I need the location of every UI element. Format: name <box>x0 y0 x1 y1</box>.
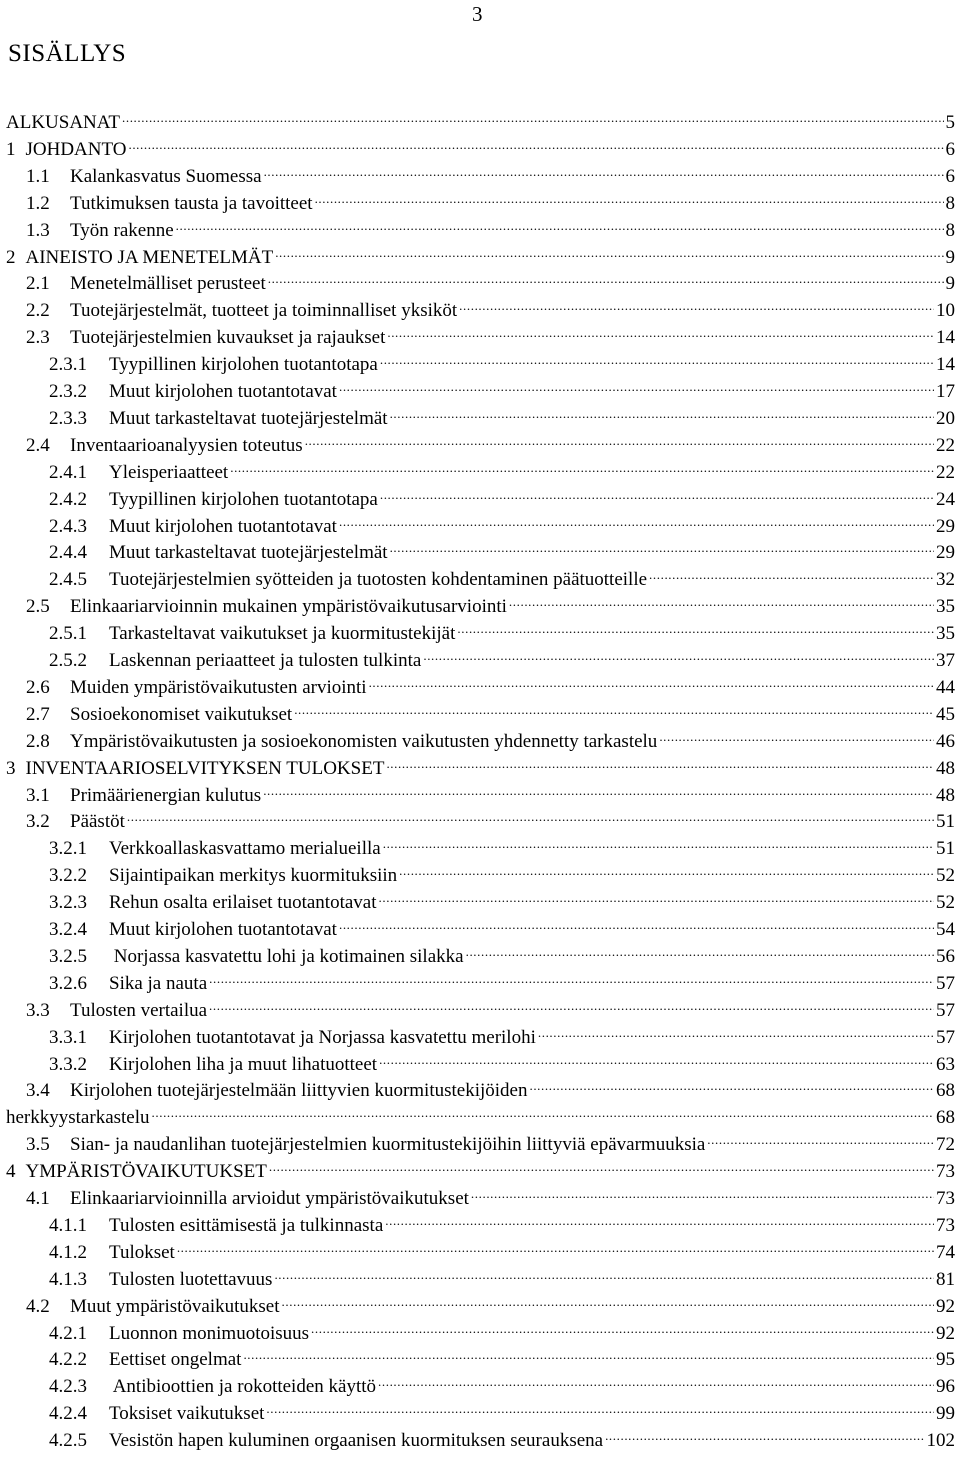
toc-entry[interactable] <box>26 425 955 456</box>
toc-entry-label: Eettiset ongelmat <box>109 1349 242 1371</box>
toc-entry-number: 4.2.5 <box>49 1430 87 1452</box>
dot-leader <box>387 317 934 343</box>
toc-entry-label: Sijaintipaikan merkitys kuormituksiin <box>109 865 398 887</box>
toc-entry-number: 3.2.3 <box>49 892 87 914</box>
toc-entry-number: 3.4 <box>26 1080 50 1102</box>
toc-entry-number: 4.2.2 <box>49 1349 87 1371</box>
dot-leader <box>339 506 934 532</box>
toc-entry-page: 57 <box>936 999 955 1021</box>
dot-leader <box>128 129 943 155</box>
dot-leader <box>315 183 944 209</box>
toc-entry-label: Tulosten luotettavuus <box>109 1268 273 1290</box>
toc-entry-number: herkkyystarkastelu <box>6 1107 150 1129</box>
toc-entry-page: 44 <box>936 676 955 698</box>
toc-entry-label: Tutkimuksen tausta ja tavoitteet <box>70 192 313 214</box>
toc-entry-label: Vesistön hapen kuluminen orgaanisen kuormituksen seurauksena <box>109 1430 604 1452</box>
toc-entry-number: 4.2.4 <box>49 1403 87 1425</box>
toc-entry-number: 2.3.1 <box>49 354 87 376</box>
dot-leader <box>380 344 934 370</box>
dot-leader <box>471 1178 934 1204</box>
toc-entry-page: 8 <box>945 219 955 241</box>
toc-entry[interactable] <box>6 1151 955 1183</box>
toc-entry[interactable] <box>49 398 955 429</box>
toc-entry-page: 5 <box>945 112 955 133</box>
dot-leader <box>369 667 934 693</box>
toc-entry[interactable] <box>26 290 955 322</box>
toc-entry-page: 14 <box>936 354 955 376</box>
dot-leader <box>529 1070 934 1096</box>
toc-entry[interactable] <box>26 990 955 1021</box>
toc-entry-label: Yleisperiaatteet <box>109 461 229 483</box>
dot-leader <box>275 237 943 263</box>
toc-entry-number: 3.2.2 <box>49 865 87 887</box>
dot-leader <box>378 1366 934 1392</box>
toc-entry[interactable] <box>49 1313 955 1344</box>
toc-entry-label: Muiden ympäristövaikutusten arviointi <box>70 676 367 698</box>
toc-entry-label: Sika ja nauta <box>109 972 208 994</box>
toc-entry-page: 6 <box>945 138 955 160</box>
toc-entry[interactable] <box>26 667 955 698</box>
toc-entry-number: 2.2 <box>26 300 50 322</box>
dot-leader <box>339 909 934 935</box>
toc-entry-label: Primäärienergian kulutus <box>70 784 262 806</box>
toc-entry-label: Elinkaariarvioinnilla arvioidut ympäristövaikutukset <box>70 1188 469 1209</box>
toc-entry-page: 63 <box>936 1053 955 1075</box>
toc-entry[interactable] <box>49 1366 955 1398</box>
toc-entry[interactable] <box>49 371 955 402</box>
toc-entry-page: 92 <box>936 1295 955 1317</box>
toc-entry-number: 4 <box>6 1161 16 1183</box>
toc-entry-number: 2.7 <box>26 703 50 725</box>
toc-entry-label: Rehun osalta erilaiset tuotantotavat <box>109 892 377 914</box>
toc-entry-label: Kirjolohen tuotejärjestelmään liittyvien kuormitustekijöiden <box>70 1080 528 1102</box>
toc-entry-number: 3.2.1 <box>49 838 87 860</box>
toc-entry-number: 2.5 <box>26 596 50 618</box>
dot-leader <box>380 479 934 505</box>
dot-leader <box>390 398 934 424</box>
toc-entry-number: 3.2.6 <box>49 972 87 994</box>
toc-entry-label: Muut kirjolohen tuotantotavat <box>109 381 337 402</box>
toc-entry-number: 2.1 <box>26 273 50 295</box>
toc-entry-page: 22 <box>936 461 955 483</box>
toc-entry-label: Työn rakenne <box>70 219 174 241</box>
dot-leader <box>152 1097 934 1123</box>
toc-entry[interactable] <box>49 613 955 645</box>
toc-entry-label: Tuotejärjestelmät, tuotteet ja toiminnalliset yksiköt <box>70 300 458 322</box>
toc-entry-label: Päästöt <box>70 811 125 833</box>
toc-entry-number: 2 <box>6 246 16 268</box>
toc-entry-page: 45 <box>936 703 955 725</box>
toc-entry-page: 52 <box>936 865 955 887</box>
toc-entry[interactable] <box>49 506 955 537</box>
dot-leader <box>466 936 934 962</box>
dot-leader <box>269 1151 934 1177</box>
dot-leader <box>383 828 934 854</box>
toc-entry-page: 10 <box>936 300 955 322</box>
toc-entry-label: Muut kirjolohen tuotantotavat <box>109 515 337 537</box>
dot-leader <box>311 1313 934 1339</box>
toc-entry-page: 68 <box>936 1080 955 1102</box>
dot-leader <box>707 1124 934 1150</box>
toc-entry-label: Kalankasvatus Suomessa <box>70 165 262 187</box>
toc-entry-label: YMPÄRISTÖVAIKUTUKSET <box>25 1161 267 1183</box>
toc-entry-page: 95 <box>936 1349 955 1371</box>
toc-entry-label: Laskennan periaatteet ja tulosten tulkinta <box>109 650 422 671</box>
toc-entry-page: 73 <box>936 1161 955 1183</box>
toc-entry-page: 68 <box>936 1107 955 1129</box>
toc-entry-page: 74 <box>936 1241 955 1263</box>
toc-entry-page: 56 <box>936 945 955 967</box>
toc-entry-number: 3.1 <box>26 784 50 806</box>
toc-entry-label: Norjassa kasvatettu lohi ja kotimainen silakka <box>109 945 464 967</box>
toc-entry-page: 48 <box>936 757 955 779</box>
toc-entry-number: 3.2.4 <box>49 919 87 940</box>
toc-entry-number: 4.2.3 <box>49 1376 87 1398</box>
toc-entry-label: Tarkasteltavat vaikutukset ja kuormitustekijät <box>109 623 456 645</box>
dot-leader <box>209 963 934 989</box>
toc-entry-label: Tulokset <box>109 1241 175 1263</box>
toc-entry-page: 9 <box>945 273 955 295</box>
dot-leader <box>379 882 934 908</box>
toc-entry-page: 57 <box>936 972 955 994</box>
toc-entry[interactable] <box>49 1232 955 1263</box>
toc-entry-page: 72 <box>936 1134 955 1156</box>
toc-entry-label: INVENTAARIOSELVITYKSEN TULOKSET <box>25 757 385 779</box>
toc-entry[interactable] <box>49 452 955 483</box>
toc-entry[interactable] <box>26 1178 955 1209</box>
toc-entry-number: 1 <box>6 138 16 160</box>
dot-leader <box>243 1339 934 1365</box>
toc-entry-page: 57 <box>936 1026 955 1048</box>
dot-leader <box>538 1017 934 1043</box>
toc-entry-page: 17 <box>936 381 955 402</box>
toc-entry-number: 3.3.2 <box>49 1053 87 1075</box>
toc-entry[interactable] <box>6 129 955 160</box>
toc-entry-number: 2.3.3 <box>49 407 87 429</box>
dot-leader <box>122 102 944 128</box>
toc-entry[interactable] <box>26 1070 955 1102</box>
toc-entry[interactable] <box>49 344 955 376</box>
toc-entry-number: 2.4.3 <box>49 515 87 537</box>
dot-leader <box>268 263 944 289</box>
toc-entry-number: 4.1.3 <box>49 1268 87 1290</box>
toc-entry-page: 51 <box>936 838 955 860</box>
dot-leader <box>177 1232 934 1258</box>
toc-entry-page: 81 <box>936 1268 955 1290</box>
dot-leader <box>385 1205 934 1231</box>
dot-leader <box>264 156 944 182</box>
toc-entry-page: 54 <box>936 919 955 940</box>
dot-leader <box>263 775 934 801</box>
toc-entry-page: 46 <box>936 730 955 752</box>
toc-entry-label: Sosioekonomiset vaikutukset <box>70 703 293 725</box>
toc-entry-number: 3.3 <box>26 999 50 1021</box>
toc-entry-label: Elinkaariarvioinnin mukainen ympäristövaikutusarviointi <box>70 596 507 618</box>
toc-entry[interactable] <box>49 1017 955 1048</box>
dot-leader <box>459 290 934 316</box>
toc-entry-page: 99 <box>936 1403 955 1425</box>
toc-entry-label: Antibioottien ja rokotteiden käyttö <box>109 1376 377 1398</box>
toc-entry-label: Tulosten vertailua <box>70 999 208 1021</box>
toc-entry-page: 14 <box>936 327 955 349</box>
toc-entry-label: Tulosten esittämisestä ja tulkinnasta <box>109 1214 384 1236</box>
dot-leader <box>423 640 934 666</box>
toc-entry[interactable] <box>26 801 955 833</box>
dot-leader <box>282 1286 934 1312</box>
toc-entry-number: 3.2.5 <box>49 945 87 967</box>
toc-entry[interactable] <box>49 1044 955 1075</box>
toc-entry-page: 73 <box>936 1188 955 1209</box>
toc-entry[interactable] <box>49 1420 955 1452</box>
toc-entry-page: 73 <box>936 1214 955 1236</box>
dot-leader <box>457 613 934 639</box>
toc-entry-number: 1.2 <box>26 192 50 214</box>
toc-entry[interactable] <box>6 237 955 268</box>
toc-entry-number: 4.1.1 <box>49 1214 87 1236</box>
toc-entry-number: 1.3 <box>26 219 50 241</box>
toc-entry-number: 2.3 <box>26 327 50 349</box>
toc-entry-label: Luonnon monimuotoisuus <box>109 1322 310 1344</box>
toc-entry-number: 3.2 <box>26 811 50 833</box>
toc-entry[interactable] <box>49 963 955 994</box>
toc-entry[interactable] <box>26 156 955 187</box>
toc-entry[interactable] <box>49 936 955 967</box>
toc-entry-number: 2.4 <box>26 434 50 456</box>
dot-leader <box>605 1420 924 1446</box>
toc-entry[interactable] <box>49 559 955 591</box>
dot-leader <box>379 1044 934 1070</box>
toc-entry-label: Tyypillinen kirjolohen tuotantotapa <box>109 354 378 376</box>
toc-entry[interactable] <box>49 828 955 860</box>
dot-leader <box>305 425 934 451</box>
toc-entry-page: 6 <box>945 165 955 187</box>
toc-entry[interactable] <box>49 1339 955 1371</box>
dot-leader <box>127 801 934 827</box>
toc-entry-number: 2.4.4 <box>49 542 87 564</box>
toc-entry[interactable] <box>26 694 955 725</box>
toc-entry-number: 4.1 <box>26 1188 50 1209</box>
toc-entry-label: Muut tarkasteltavat tuotejärjestelmät <box>109 542 388 564</box>
toc-entry[interactable] <box>49 640 955 671</box>
toc-entry-page: 48 <box>936 784 955 806</box>
toc-entry[interactable] <box>49 1393 955 1425</box>
toc-entry-label: Inventaarioanalyysien toteutus <box>70 434 303 456</box>
dot-leader <box>230 452 934 478</box>
toc-entry-number: 2.4.1 <box>49 461 87 483</box>
toc-entry[interactable] <box>49 909 955 940</box>
toc-entry[interactable] <box>26 1124 955 1156</box>
dot-leader <box>209 990 934 1016</box>
toc-entry[interactable] <box>49 855 955 887</box>
toc-entry[interactable] <box>6 102 955 133</box>
toc-entry-number: 2.5.2 <box>49 650 87 671</box>
toc-entry[interactable] <box>49 532 955 564</box>
toc-entry-page: 96 <box>936 1376 955 1398</box>
toc-entry[interactable] <box>26 586 955 618</box>
toc-entry-label: Muut kirjolohen tuotantotavat <box>109 919 337 940</box>
toc-entry-page: 37 <box>936 650 955 671</box>
toc-entry-number: 1.1 <box>26 165 50 187</box>
toc-entry-page: 92 <box>936 1322 955 1344</box>
toc-entry-page: 51 <box>936 811 955 833</box>
toc-entry[interactable] <box>26 775 955 806</box>
toc-entry-label: Kirjolohen tuotantotavat ja Norjassa kasvatettu merilohi <box>109 1026 536 1048</box>
toc-entry-label: Menetelmälliset perusteet <box>70 273 266 295</box>
dot-leader <box>390 532 934 558</box>
dot-leader <box>399 855 934 881</box>
dot-leader <box>266 1393 934 1419</box>
toc-entry[interactable] <box>26 317 955 349</box>
toc-entry-page: 32 <box>936 569 955 591</box>
toc-entry[interactable] <box>26 263 955 295</box>
toc-entry-number: 2.3.2 <box>49 381 87 402</box>
dot-leader <box>509 586 934 612</box>
toc-entry-label: Tyypillinen kirjolohen tuotantotapa <box>109 488 378 510</box>
toc-entry-label: Tuotejärjestelmien syötteiden ja tuotosten kohdentaminen päätuotteille <box>109 569 648 591</box>
dot-leader <box>274 1259 934 1285</box>
dot-leader <box>659 721 934 747</box>
toc-entry-page: 8 <box>945 192 955 214</box>
toc-entry[interactable] <box>26 721 955 752</box>
toc-entry-number: 3.5 <box>26 1134 50 1156</box>
toc-entry[interactable] <box>49 479 955 510</box>
toc-entry[interactable] <box>26 183 955 214</box>
toc-entry[interactable] <box>26 1286 955 1317</box>
toc-entry-label: Verkkoallaskasvattamo merialueilla <box>109 838 381 860</box>
toc-entry[interactable] <box>26 210 955 241</box>
toc-entry[interactable] <box>49 1205 955 1236</box>
toc-entry-number: 4.2.1 <box>49 1322 87 1344</box>
dot-leader <box>294 694 934 720</box>
toc-entry-label: Toksiset vaikutukset <box>109 1403 265 1425</box>
toc-entry-page: 35 <box>936 623 955 645</box>
dot-leader <box>339 371 934 397</box>
toc-entry-number: 2.4.2 <box>49 488 87 510</box>
dot-leader <box>649 559 934 585</box>
toc-entry-label: Tuotejärjestelmien kuvaukset ja rajaukset <box>70 327 386 349</box>
toc-entry-page: 102 <box>926 1430 955 1452</box>
toc-entry-page: 35 <box>936 596 955 618</box>
toc-entry-label: Muut ympäristövaikutukset <box>70 1295 280 1317</box>
toc-entry-number: 4.1.2 <box>49 1241 87 1263</box>
toc-entry-number: 2.6 <box>26 676 50 698</box>
toc-entry-label: JOHDANTO <box>25 138 127 160</box>
page-title: SISÄLLYS <box>8 40 127 67</box>
dot-leader <box>176 210 944 236</box>
toc-entry-page: 24 <box>936 488 955 510</box>
toc-entry-label: Sian- ja naudanlihan tuotejärjestelmien kuormitustekijöihin liittyviä epävarmuuksia <box>70 1134 706 1156</box>
toc-entry-number: 2.5.1 <box>49 623 87 645</box>
dot-leader <box>386 748 934 774</box>
toc-entry-number: 4.2 <box>26 1295 50 1317</box>
toc-entry-label: Muut tarkasteltavat tuotejärjestelmät <box>109 407 388 429</box>
toc-entry[interactable] <box>6 1097 955 1129</box>
toc-entry-page: 22 <box>936 434 955 456</box>
toc-entry-label: AINEISTO JA MENETELMÄT <box>25 246 274 268</box>
toc-entry-page: 52 <box>936 892 955 914</box>
toc-entry-page: 29 <box>936 515 955 537</box>
toc-entry-number: 2.4.5 <box>49 569 87 591</box>
toc-entry-page: 29 <box>936 542 955 564</box>
toc-entry-label: Ympäristövaikutusten ja sosioekonomisten vaikutusten yhdennetty tarkastelu <box>70 730 658 752</box>
toc-entry[interactable] <box>49 1259 955 1290</box>
toc-entry-number: 3.3.1 <box>49 1026 87 1048</box>
toc-entry-page: 20 <box>936 407 955 429</box>
toc-entry-number: 3 <box>6 757 16 779</box>
toc-entry[interactable] <box>6 748 955 779</box>
toc-entry[interactable] <box>49 882 955 914</box>
toc-entry-label: Kirjolohen liha ja muut lihatuotteet <box>109 1053 378 1075</box>
toc-entry-number: 2.8 <box>26 730 50 752</box>
toc-entry-page: 9 <box>945 246 955 268</box>
page-number: 3 <box>472 2 483 26</box>
toc-entry-number: ALKUSANAT <box>6 112 120 133</box>
